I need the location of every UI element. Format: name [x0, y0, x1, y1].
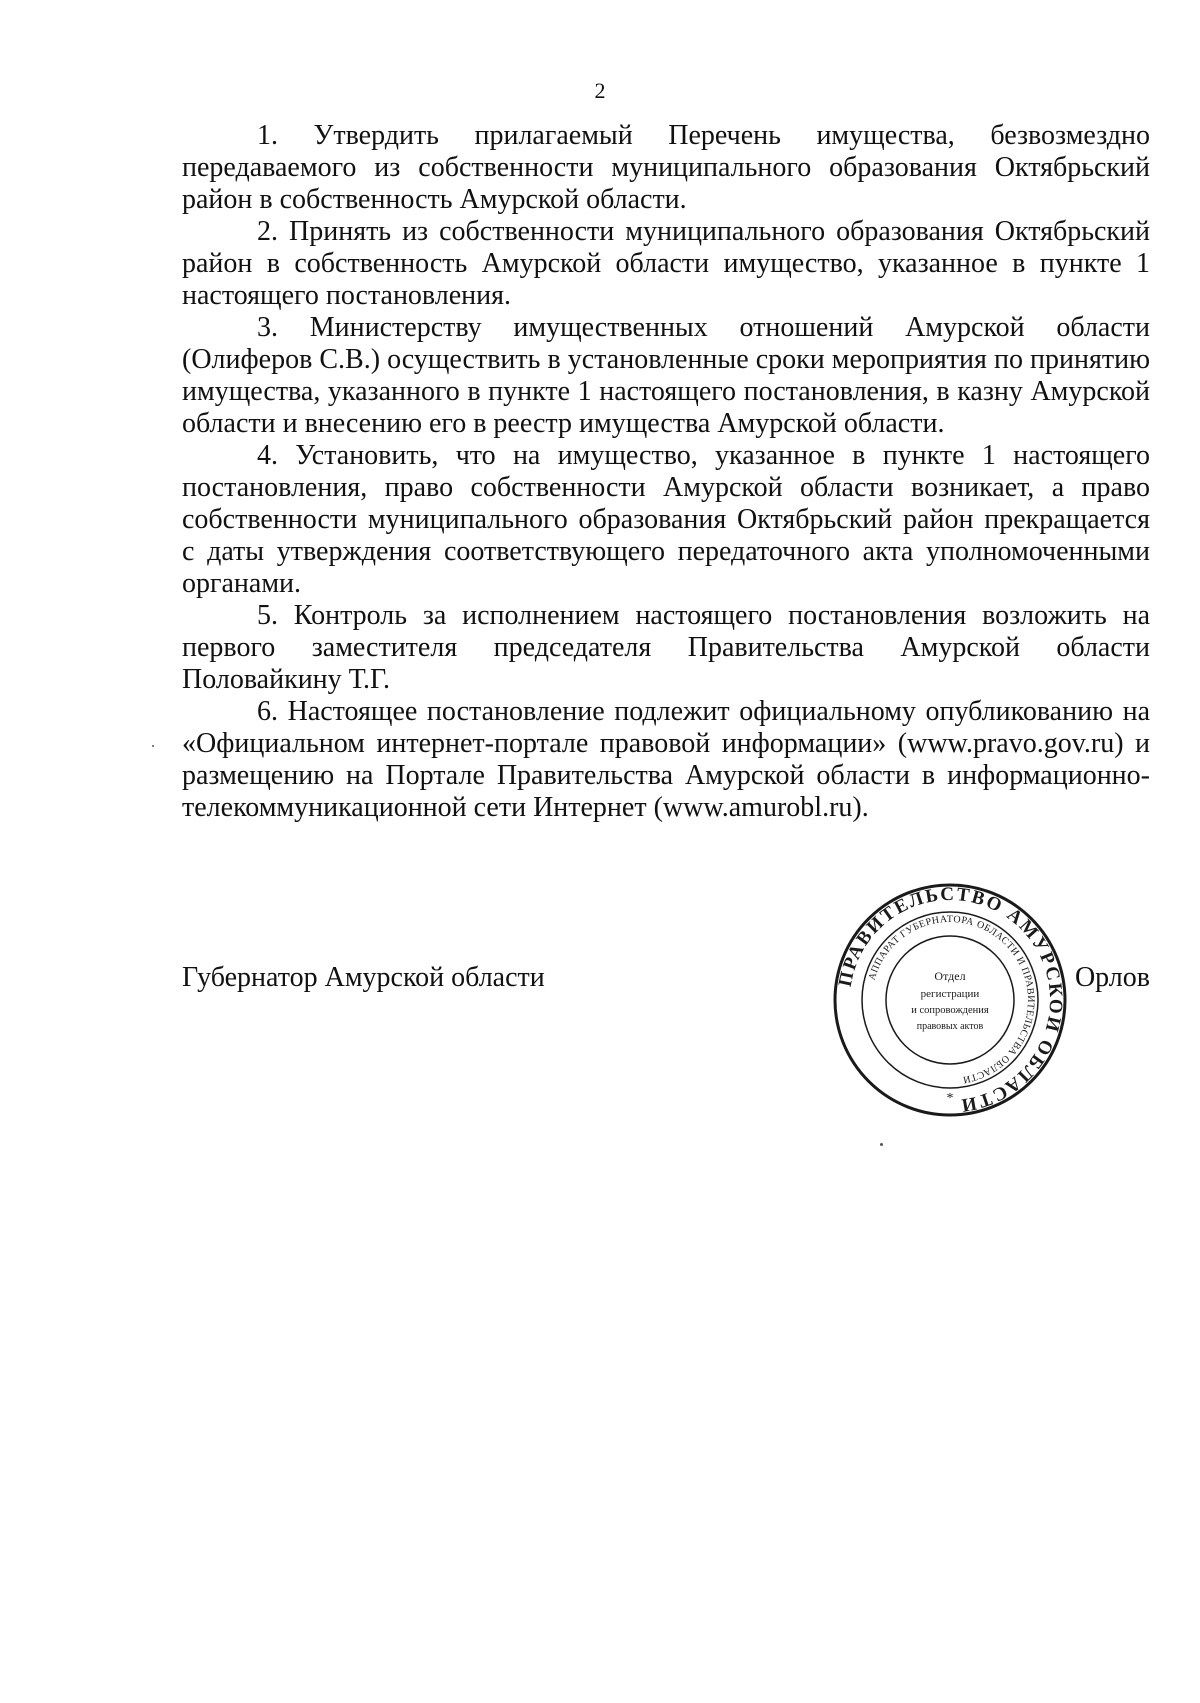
- stamp-center-line-4: правовых актов: [916, 1021, 984, 1032]
- stamp-seal-icon: [830, 880, 1070, 1120]
- paragraph-2: 2. Принять из собственности муниципального образования Октябрьский район в собственность Амурской области имущество, указанное в пункте 1 настоящего постановления.: [182, 216, 1150, 311]
- stamp-center-line-1: Отдел: [934, 969, 966, 983]
- scan-speck: [880, 1143, 883, 1146]
- paragraph-6: 6. Настоящее постановление подлежит официальному опубликованию на «Официальном интернет-портале правовой информации» (www.pravo.gov.ru) и размещению на Портале Правительства Амурской области в информационно-телекоммуникационной сети Интернет (www.amurobl.ru).: [182, 696, 1150, 823]
- document-body: [182, 120, 1150, 824]
- paragraph-3: 3. Министерству имущественных отношений Амурской области (Олиферов С.В.) осуществить в установленные сроки мероприятия по принятию имущества, указанного в пункте 1 настоящего постановления, в казну Амурской области и внесению его в реестр имущества Амурской области.: [182, 312, 1150, 439]
- scan-speck: [152, 745, 154, 747]
- paragraph-4: 4. Установить, что на имущество, указанное в пункте 1 настоящего постановления, право собственности Амурской области возникает, а право собственности муниципального образования Октябрьский район прекращается с даты утверждения соответствующего передаточного акта уполномоченными органами.: [182, 440, 1150, 599]
- official-stamp: [830, 880, 1070, 1120]
- stamp-center-line-3: и сопровождения: [911, 1005, 989, 1016]
- stamp-center-line-2: регистрации: [920, 988, 980, 1000]
- stamp-star-icon: *: [946, 1091, 954, 1106]
- signatory-position: Губернатор Амурской области: [182, 962, 545, 993]
- paragraph-5: 5. Контроль за исполнением настоящего постановления возложить на первого заместителя председателя Правительства Амурской области Половайкину Т.Г.: [182, 600, 1150, 695]
- paragraph-1: 1. Утвердить прилагаемый Перечень имущества, безвозмездно передаваемого из собственности муниципального образования Октябрьский район в собственность Амурской области.: [182, 120, 1150, 215]
- stamp-outer-text: ПРАВИТЕЛЬСТВО АМУРСКОЙ ОБЛАСТИ: [834, 883, 1067, 1116]
- signatory-name: Орлов: [1074, 962, 1150, 993]
- page-number: 2: [594, 78, 606, 103]
- stamp-inner-text: АППАРАТ ГУБЕРНАТОРА ОБЛАСТИ И ПРАВИТЕЛЬСТВА ОБЛАСТИ: [866, 913, 1037, 1085]
